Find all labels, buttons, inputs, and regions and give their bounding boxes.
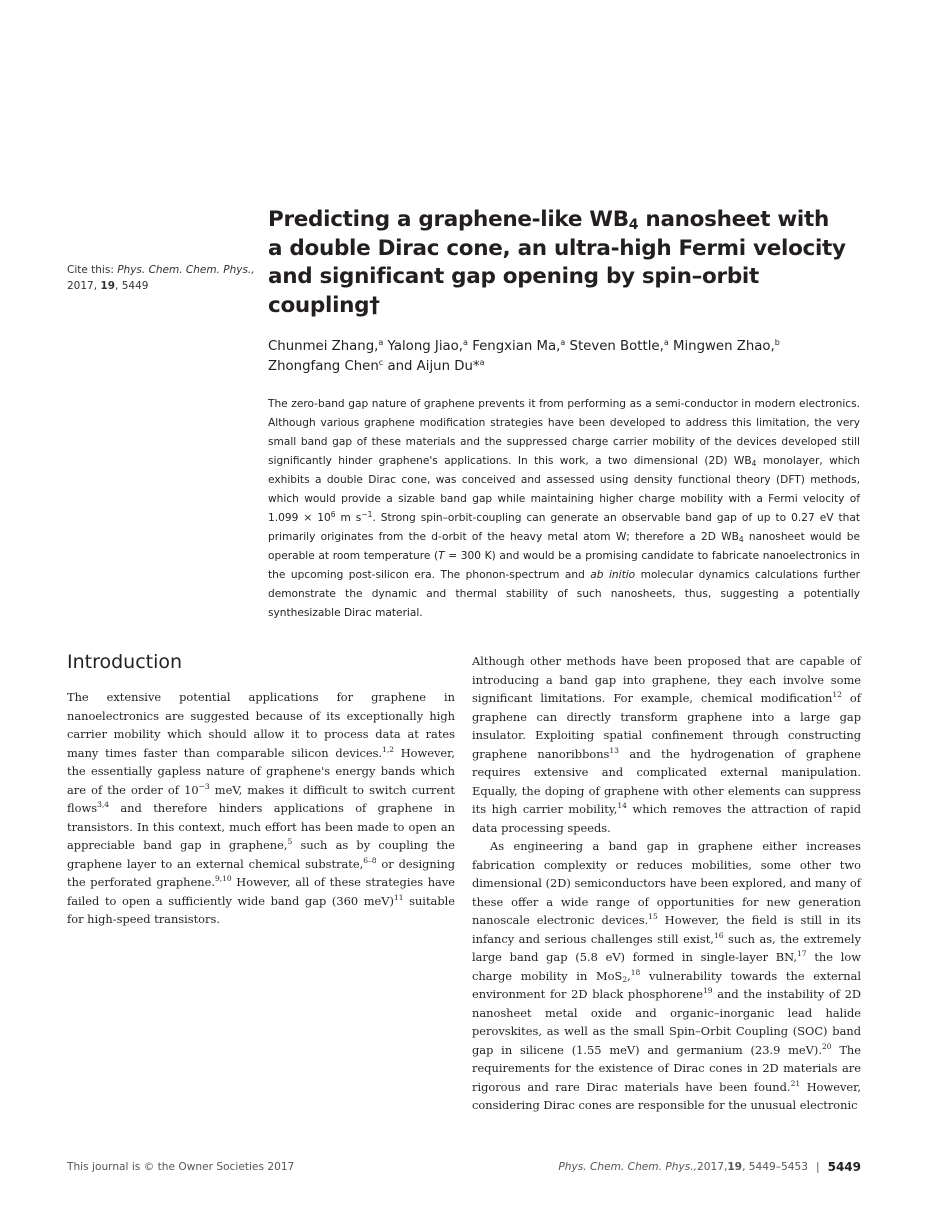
- cite-volume: 19: [100, 280, 116, 292]
- cite-journal: Phys. Chem. Chem. Phys.,: [117, 264, 255, 276]
- author: Mingwen Zhao,$^b$: [672, 338, 780, 354]
- footer-copyright: This journal is © the Owner Societies 2017: [67, 1161, 295, 1173]
- author: Fengxian Ma,$^a$: [472, 338, 566, 354]
- footer-separator: |: [816, 1161, 820, 1173]
- abstract: [268, 395, 860, 623]
- author: Steven Bottle,$^a$: [569, 338, 669, 354]
- body-column-right: [472, 652, 861, 1115]
- footer-citation: Phys. Chem. Chem. Phys., 2017, 19 , 5449–5453 | 5449: [558, 1160, 861, 1174]
- author: and Aijun Du*$^a$: [387, 358, 485, 374]
- footer-journal: Phys. Chem. Chem. Phys.,: [558, 1161, 697, 1173]
- citation: [67, 262, 257, 294]
- cite-year: 2017,: [67, 280, 98, 292]
- author: Chunmei Zhang,$^a$: [268, 338, 384, 354]
- cite-pages: , 5449: [115, 280, 149, 292]
- section-heading: Introduction: [67, 651, 183, 673]
- article-title: Predicting a graphene-like $WB_4$ nanosheet with a double Dirac cone, an ultra-high Fermi velocity and significant gap opening by spin–orbit coupling†: [268, 207, 846, 318]
- cite-label: Cite this:: [67, 264, 114, 276]
- body-column-left: [67, 688, 455, 929]
- paragraph: As engineering a band gap in graphene either increases fabrication complexity or reduces mobilities, some other two dimensional (2D) semiconductors have been explored, and many of these offer a wide range of opportunities for new generation nanoscale electronic devices.$^{15}$ However, the field is still in its infancy and serious challenges still exist,$^{16}$ such as, the extremely large band gap (5.8 eV) formed in single-layer BN,$^{17}$ the low charge mobility in MoS$_2$,$^{18}$ vulnerability towards the external environment for 2D black phosphorene$^{19}$ and the instability of 2D nanosheet metal oxide and organic–inorganic lead halide perovskites, as well as the small Spin–Orbit Coupling (SOC) band gap in silicene (1.55 meV) and germanium (23.9 meV).$^{20}$ The requirements for the existence of Dirac cones in 2D materials are rigorous and rare Dirac materials have been found.$^{21}$ However, considering Dirac cones are responsible for the unusual electronic: [472, 839, 862, 1112]
- page-number: 5449: [827, 1160, 861, 1174]
- paragraph: The extensive potential applications for graphene in nanoelectronics are suggested because of its exceptionally high carrier mobility which should allow it to process data at rates many times faster than comparable silicon devices.$^{1,2}$ However, the essentially gapless nature of graphene's energy bands which are of the order of $10^{-3}$ meV, makes it difficult to switch current flows$^{3,4}$ and therefore hinders applications of graphene in transistors. In this context, much effort has been made to open an appreciable band gap in graphene,$^5$ such as by coupling the graphene layer to an external chemical substrate,$^{6-8}$ or designing the perforated graphene.$^{9,10}$ However, all of these strategies have failed to open a sufficiently wide band gap (360 meV)$^{11}$ suitable for high-speed transistors.: [67, 690, 455, 926]
- author-list: [268, 337, 868, 377]
- paragraph: Although other methods have been proposed that are capable of introducing a band gap into graphene, they each involve some significant limitations. For example, chemical modification$^{12}$ of graphene can directly transform graphene into a large gap insulator. Exploiting spatial confinement through constructing graphene nanoribbons$^{13}$ and the hydrogenation of graphene requires extensive and complicated external manipulation. Equally, the doping of graphene with other elements can suppress its high carrier mobility,$^{14}$ which removes the attraction of rapid data processing speeds.: [472, 654, 861, 835]
- author: Zhongfang Chen$^c$: [268, 358, 384, 374]
- abstract-text: The zero-band gap nature of graphene prevents it from performing as a semi-conductor in modern electronics. Although various graphene modification strategies have been developed to address this limitation, the very small band gap of these materials and the suppressed charge carrier mobility of the devices developed still significantly hinder graphene's applications. In this work, a two dimensional (2D) $WB_4$ monolayer, which exhibits a double Dirac cone, was conceived and assessed using density functional theory (DFT) methods, which would provide a sizable band gap while maintaining higher charge mobility with a Fermi velocity of $1.099 \times 10^6$ m $s^{-1}$. Strong spin–orbit-coupling can generate an observable band gap of up to 0.27 eV that primarily originates from the d-orbit of the heavy metal atom W; therefore a 2D $WB_4$ nanosheet would be operable at room temperature (T = 300 K) and would be a promising candidate to fabricate nanoelectronics in the upcoming post-silicon era. The phonon-spectrum and ab initio molecular dynamics calculations further demonstrate the dynamic and thermal stability of such nanosheets, thus, suggesting a potentially synthesizable Dirac material.: [268, 398, 861, 619]
- author: Yalong Jiao,$^a$: [387, 338, 468, 354]
